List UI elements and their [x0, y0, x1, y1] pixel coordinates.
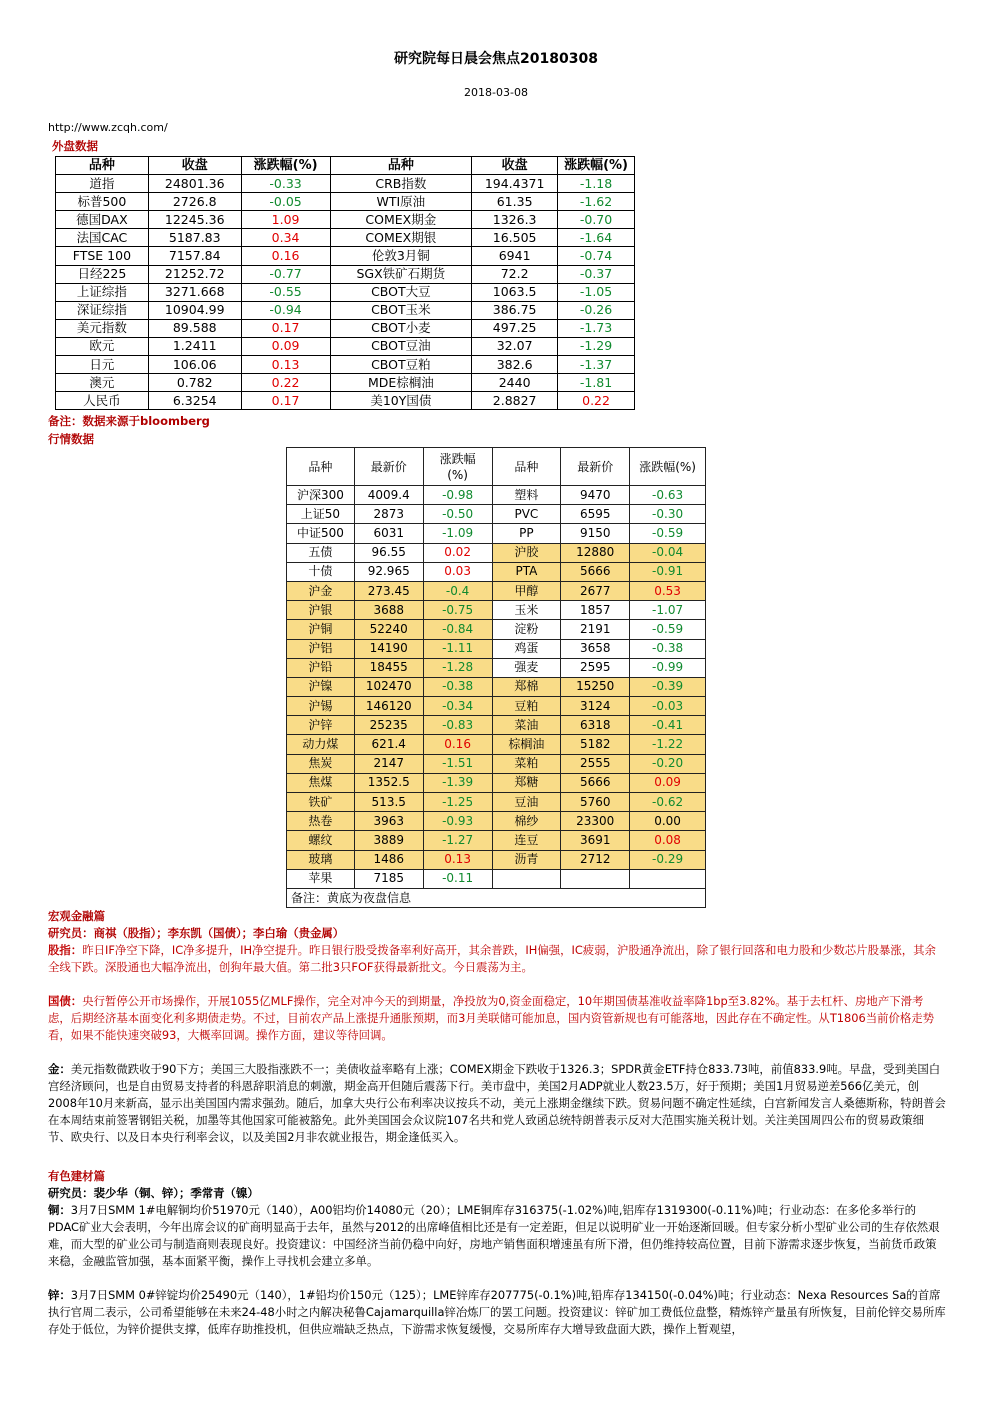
instrument-name: 郑棉 [492, 677, 561, 696]
instrument-name: 豆粕 [492, 697, 561, 716]
change-percent: -0.26 [558, 301, 635, 319]
table-row [287, 735, 706, 754]
close-value: 7157.84 [148, 247, 241, 265]
instrument-name: 澳元 [56, 374, 149, 392]
table-row [56, 283, 635, 301]
change-percent: -1.27 [423, 831, 492, 850]
website-link[interactable]: http://www.zcqh.com/ [48, 121, 168, 134]
change-percent: -1.11 [423, 639, 492, 658]
instrument-name: CBOT豆粕 [330, 356, 472, 374]
change-percent: -0.39 [630, 677, 706, 696]
change-percent: -1.07 [630, 601, 706, 620]
instrument-name: 塑料 [492, 486, 561, 505]
researchers: 研究员：商祺（股指）；李东凯（国债）；李白瑜（贵金属） [48, 926, 345, 940]
change-percent: -0.03 [630, 697, 706, 716]
change-percent: -1.22 [630, 735, 706, 754]
instrument-name: 日元 [56, 356, 149, 374]
instrument-name: MDE棕榈油 [330, 374, 472, 392]
latest-price: 5666 [561, 773, 630, 792]
table-row [287, 812, 706, 831]
latest-price: 15250 [561, 677, 630, 696]
change-percent: 0.02 [423, 543, 492, 562]
latest-price: 2677 [561, 581, 630, 600]
col-header: 涨跌幅(%) [630, 448, 706, 486]
close-value: 21252.72 [148, 265, 241, 283]
change-percent: -1.25 [423, 793, 492, 812]
change-percent: -1.62 [558, 193, 635, 211]
latest-price: 1857 [561, 601, 630, 620]
close-value: 1063.5 [472, 283, 558, 301]
instrument-name: 动力煤 [287, 735, 355, 754]
change-percent: -1.73 [558, 319, 635, 337]
latest-price: 5182 [561, 735, 630, 754]
instrument-name: 菜油 [492, 716, 561, 735]
change-percent: -1.09 [423, 524, 492, 543]
instrument-name: 上证综指 [56, 283, 149, 301]
latest-price: 9470 [561, 486, 630, 505]
table-row [287, 601, 706, 620]
paragraph-stock: 股指：昨日IF净空下降，IC净多提升，IH净空提升。昨日银行股受拨备率利好高开，其余普跌，IH偏强，IC疲弱，沪股通净流出，除了银行回落和电力股和少数芯片股暴涨，其余全线下跌。深股通也大幅净流出，创狗年最大值。第二批3只FOF获得最新批文。今日震荡为主。 [48, 943, 936, 974]
instrument-name: 焦煤 [287, 773, 355, 792]
latest-price: 1486 [354, 850, 423, 869]
latest-price: 4009.4 [354, 486, 423, 505]
paragraph-label: 股指： [48, 943, 83, 957]
change-percent: 0.03 [423, 562, 492, 581]
close-value: 24801.36 [148, 175, 241, 193]
instrument-name: 连豆 [492, 831, 561, 850]
table-row [56, 301, 635, 319]
col-header: 涨跌幅(%) [423, 448, 492, 486]
latest-price: 96.55 [354, 543, 423, 562]
instrument-name: PTA [492, 562, 561, 581]
instrument-name: 沪锡 [287, 697, 355, 716]
change-percent: 1.09 [241, 211, 330, 229]
change-percent: -1.18 [558, 175, 635, 193]
latest-price: 513.5 [354, 793, 423, 812]
close-value: 3271.668 [148, 283, 241, 301]
instrument-name: CRB指数 [330, 175, 472, 193]
change-percent: 0.13 [241, 356, 330, 374]
change-percent: -0.94 [241, 301, 330, 319]
close-value: 194.4371 [472, 175, 558, 193]
latest-price: 25235 [354, 716, 423, 735]
close-value: 10904.99 [148, 301, 241, 319]
latest-price: 5666 [561, 562, 630, 581]
change-percent: -0.74 [558, 247, 635, 265]
col-header: 收盘 [472, 157, 558, 175]
paragraph-label: 锌： [48, 1288, 71, 1302]
latest-price: 18455 [354, 658, 423, 677]
instrument-name: COMEX期银 [330, 229, 472, 247]
change-percent: -0.77 [241, 265, 330, 283]
latest-price: 52240 [354, 620, 423, 639]
close-value: 72.2 [472, 265, 558, 283]
instrument-name: 鸡蛋 [492, 639, 561, 658]
instrument-name: 螺纹 [287, 831, 355, 850]
market-header-row [287, 448, 706, 486]
latest-price: 2712 [561, 850, 630, 869]
instrument-name: 沪铅 [287, 658, 355, 677]
instrument-name: WTI原油 [330, 193, 472, 211]
instrument-name: 郑糖 [492, 773, 561, 792]
table-row [287, 754, 706, 773]
close-value: 89.588 [148, 319, 241, 337]
change-percent: -0.91 [630, 562, 706, 581]
close-value: 386.75 [472, 301, 558, 319]
change-percent: -1.64 [558, 229, 635, 247]
latest-price: 14190 [354, 639, 423, 658]
change-percent: -0.34 [423, 697, 492, 716]
change-percent: 0.16 [241, 247, 330, 265]
close-value: 1.2411 [148, 337, 241, 355]
latest-price: 3124 [561, 697, 630, 716]
latest-price: 23300 [561, 812, 630, 831]
table-row [287, 793, 706, 812]
instrument-name: 上证50 [287, 505, 355, 524]
latest-price: 92.965 [354, 562, 423, 581]
latest-price: 273.45 [354, 581, 423, 600]
instrument-name: 玉米 [492, 601, 561, 620]
researchers: 研究员：裴少华（铜、锌）；季常青（镍） [48, 1186, 259, 1200]
report-date: 2018-03-08 [464, 86, 528, 99]
instrument-name: 欧元 [56, 337, 149, 355]
change-percent: -0.84 [423, 620, 492, 639]
change-percent: -1.37 [558, 356, 635, 374]
market-table [286, 447, 706, 908]
market-note-row [287, 888, 706, 907]
latest-price: 3658 [561, 639, 630, 658]
latest-price: 146120 [354, 697, 423, 716]
instrument-name: 苹果 [287, 869, 355, 888]
table-row [287, 620, 706, 639]
change-percent: -0.59 [630, 620, 706, 639]
instrument-name: 沪胶 [492, 543, 561, 562]
change-percent: 0.34 [241, 229, 330, 247]
table-row [287, 697, 706, 716]
change-percent: 0.09 [241, 337, 330, 355]
change-percent: -1.05 [558, 283, 635, 301]
latest-price: 12880 [561, 543, 630, 562]
change-percent: -0.99 [630, 658, 706, 677]
close-value: 2726.8 [148, 193, 241, 211]
instrument-name: 沪铝 [287, 639, 355, 658]
instrument-name: 沥青 [492, 850, 561, 869]
latest-price: 2555 [561, 754, 630, 773]
instrument-name: 标普500 [56, 193, 149, 211]
table-row [287, 543, 706, 562]
latest-price: 1352.5 [354, 773, 423, 792]
instrument-name: 沪银 [287, 601, 355, 620]
change-percent: -0.62 [630, 793, 706, 812]
table-row [287, 716, 706, 735]
table-row [287, 850, 706, 869]
instrument-name: 棕榈油 [492, 735, 561, 754]
col-header: 品种 [56, 157, 149, 175]
paragraph-copper: 铜：3月7日SMM 1#电解铜均价51970元（140），A00铝均价14080元（20）；LME铜库存316375(-1.02%)吨,铝库存1319300(-0.11%)吨；行业动态：在多伦多举行的PDAC矿业大会表明，今年出席会议的矿商明显高于去年，虽然与2012的出席峰值相比还是有一定差距，但足以说明矿业一开始逐渐回暖。但专家分析小型矿业公司的生存依然艰难，而大型的矿业公司与制造商则表现良好。投资建议：中国经济当前仍稳中向好，房地产销售面积增速虽有所下滑，但仍维持较高位置，目前下游需求逐步恢复，当前货币政策来稳，金融监管加强，基本面紧平衡，操作上寻找机会建立多单。 [48, 1203, 940, 1268]
instrument-name: 玻璃 [287, 850, 355, 869]
instrument-name: 美10Y国债 [330, 392, 472, 410]
change-percent [630, 869, 706, 888]
latest-price: 3691 [561, 831, 630, 850]
table-row [56, 265, 635, 283]
col-header: 最新价 [561, 448, 630, 486]
instrument-name: 道指 [56, 175, 149, 193]
col-header: 品种 [287, 448, 355, 486]
table-row [56, 247, 635, 265]
change-percent: -1.28 [423, 658, 492, 677]
latest-price: 6595 [561, 505, 630, 524]
paragraph-label: 铜： [48, 1203, 71, 1217]
close-value: 6.3254 [148, 392, 241, 410]
change-percent: -0.05 [241, 193, 330, 211]
instrument-name: 深证综指 [56, 301, 149, 319]
paragraph-bond: 国债：央行暂停公开市场操作，开展1055亿MLF操作，完全对冲今天的到期量，净投放为0,资金面稳定，10年期国债基准收益率降1bp至3.82%。基于去杠杆、房地产下滑考虑，后期经济基本面变化利多期债走势。不过，目前农产品上涨提升通胀预期，而3月美联储可能加息，国内资管新规也有可能落地，因此存在不确定性。从T1806当前价格走势看，如果不能快速突破93，大概率回调。操作方面，建议等待回调。 [48, 994, 935, 1042]
overseas-label: 外盘数据 [52, 139, 98, 153]
change-percent: -0.55 [241, 283, 330, 301]
close-value: 16.505 [472, 229, 558, 247]
instrument-name: 人民币 [56, 392, 149, 410]
change-percent: 0.08 [630, 831, 706, 850]
latest-price: 3889 [354, 831, 423, 850]
table-row [287, 581, 706, 600]
close-value: 382.6 [472, 356, 558, 374]
change-percent: -0.83 [423, 716, 492, 735]
latest-price: 3688 [354, 601, 423, 620]
change-percent: 0.17 [241, 319, 330, 337]
instrument-name: PVC [492, 505, 561, 524]
latest-price: 3963 [354, 812, 423, 831]
table-row [56, 356, 635, 374]
change-percent: -1.39 [423, 773, 492, 792]
table-row [56, 392, 635, 410]
close-value: 497.25 [472, 319, 558, 337]
paragraph-zinc: 锌：3月7日SMM 0#锌锭均价25490元（140），1#铅均价150元（125）；LME锌库存207775(-0.1%)吨,铅库存134150(-0.04%)吨；行业动态：Nexa Resources Sa的首席执行官周二表示，公司希望能够在未来24-48小时之内解决秘鲁Cajamarquilla锌冶炼厂的罢工问题。投资建议：锌矿加工费低位盘整，精炼锌产量虽有所恢复，目前伦锌交易所库存处于低位，为锌价提供支撑，低库存助推投机，但供应端缺乏热点，下游需求恢复缓慢，交易所库存大增导致盘面大跌，操作上暂观望， [48, 1288, 946, 1336]
table-row [56, 175, 635, 193]
col-header: 收盘 [148, 157, 241, 175]
change-percent: 0.09 [630, 773, 706, 792]
latest-price [561, 869, 630, 888]
change-percent: 0.22 [558, 392, 635, 410]
table-row [287, 505, 706, 524]
table-row [287, 677, 706, 696]
change-percent: -1.51 [423, 754, 492, 773]
col-header: 品种 [492, 448, 561, 486]
change-percent: 0.22 [241, 374, 330, 392]
close-value: 1326.3 [472, 211, 558, 229]
close-value: 32.07 [472, 337, 558, 355]
latest-price: 5760 [561, 793, 630, 812]
col-header: 涨跌幅(%) [241, 157, 330, 175]
change-percent: 0.17 [241, 392, 330, 410]
table-row [56, 229, 635, 247]
latest-price: 2595 [561, 658, 630, 677]
instrument-name: 淀粉 [492, 620, 561, 639]
latest-price: 6318 [561, 716, 630, 735]
instrument-name: 沪镍 [287, 677, 355, 696]
table-row [287, 869, 706, 888]
change-percent: -0.37 [558, 265, 635, 283]
close-value: 2440 [472, 374, 558, 392]
change-percent: -1.81 [558, 374, 635, 392]
change-percent: -0.41 [630, 716, 706, 735]
instrument-name [492, 869, 561, 888]
macro-section [48, 908, 946, 1146]
close-value: 61.35 [472, 193, 558, 211]
instrument-name: 沪金 [287, 581, 355, 600]
instrument-name: 菜粕 [492, 754, 561, 773]
change-percent: -0.63 [630, 486, 706, 505]
change-percent: -0.50 [423, 505, 492, 524]
col-header: 最新价 [354, 448, 423, 486]
table-row [56, 374, 635, 392]
latest-price: 621.4 [354, 735, 423, 754]
instrument-name: CBOT豆油 [330, 337, 472, 355]
table-row [56, 211, 635, 229]
instrument-name: 沪铜 [287, 620, 355, 639]
instrument-name: 焦炭 [287, 754, 355, 773]
change-percent: -0.38 [423, 677, 492, 696]
close-value: 6941 [472, 247, 558, 265]
col-header: 品种 [330, 157, 472, 175]
paragraph-label: 金： [48, 1062, 71, 1076]
change-percent: -0.29 [630, 850, 706, 869]
table-row [287, 524, 706, 543]
instrument-name: 日经225 [56, 265, 149, 283]
instrument-name: 棉纱 [492, 812, 561, 831]
table-row [287, 773, 706, 792]
change-percent: -0.4 [423, 581, 492, 600]
table-row [56, 193, 635, 211]
change-percent: 0.00 [630, 812, 706, 831]
instrument-name: SGX铁矿石期货 [330, 265, 472, 283]
close-value: 2.8827 [472, 392, 558, 410]
instrument-name: 德国DAX [56, 211, 149, 229]
paragraph-label: 国债： [48, 994, 83, 1008]
change-percent: -0.70 [558, 211, 635, 229]
instrument-name: PP [492, 524, 561, 543]
change-percent: 0.16 [423, 735, 492, 754]
instrument-name: CBOT大豆 [330, 283, 472, 301]
table-row [287, 486, 706, 505]
change-percent: -0.93 [423, 812, 492, 831]
instrument-name: FTSE 100 [56, 247, 149, 265]
change-percent: -0.75 [423, 601, 492, 620]
change-percent: -0.30 [630, 505, 706, 524]
table-row [56, 319, 635, 337]
latest-price: 2147 [354, 754, 423, 773]
instrument-name: 法国CAC [56, 229, 149, 247]
market-label: 行情数据 [48, 432, 94, 446]
change-percent: 0.13 [423, 850, 492, 869]
latest-price: 9150 [561, 524, 630, 543]
data-source-note: 备注：数据来源于bloomberg [48, 414, 210, 428]
instrument-name: 热卷 [287, 812, 355, 831]
paragraph-gold: 金：美元指数微跌收于90下方；美国三大股指涨跌不一；美债收益率略有上涨；COMEX期金下跌收于1326.3；SPDR黄金ETF持仓833.73吨，前值833.9吨。早盘，受到美国白宫经济顾问，也是自由贸易支持者的科恩辞职消息的刺激，期金高开但随后震荡下行。美市盘中，美国2月ADP就业人数23.5万，好于预期；美国1月贸易逆差566亿美元，创2008年10月来新高，显示出美国国内需求强劲。随后，加拿大央行公布利率决议按兵不动，美元上涨期金继续下跌。贸易问题不确定性延续，白宫新闻发言人桑德斯称，特朗普会在本周结束前签署钢铝关税，加墨等其他国家可能被豁免。此外美国国会众议院107名共和党人致函总统特朗普表示反对大范围实施关税计划。关注美国周四公布的贸易政策细节、欧央行、以及日本央行利率会议，以及美国2月非农就业报告，期金逢低买入。 [48, 1062, 946, 1144]
table-row [287, 831, 706, 850]
metals-section [48, 1168, 946, 1338]
instrument-name: 美元指数 [56, 319, 149, 337]
table-row [56, 337, 635, 355]
table-row [287, 658, 706, 677]
instrument-name: 十债 [287, 562, 355, 581]
change-percent: -0.11 [423, 869, 492, 888]
change-percent: -0.33 [241, 175, 330, 193]
instrument-name: CBOT玉米 [330, 301, 472, 319]
instrument-name: 沪深300 [287, 486, 355, 505]
close-value: 5187.83 [148, 229, 241, 247]
instrument-name: CBOT小麦 [330, 319, 472, 337]
close-value: 0.782 [148, 374, 241, 392]
instrument-name: COMEX期金 [330, 211, 472, 229]
instrument-name: 强麦 [492, 658, 561, 677]
change-percent: -0.38 [630, 639, 706, 658]
instrument-name: 沪锌 [287, 716, 355, 735]
table-row [287, 562, 706, 581]
latest-price: 2191 [561, 620, 630, 639]
instrument-name: 豆油 [492, 793, 561, 812]
col-header: 涨跌幅(%) [558, 157, 635, 175]
close-value: 12245.36 [148, 211, 241, 229]
instrument-name: 中证500 [287, 524, 355, 543]
change-percent: -0.20 [630, 754, 706, 773]
latest-price: 102470 [354, 677, 423, 696]
latest-price: 2873 [354, 505, 423, 524]
latest-price: 6031 [354, 524, 423, 543]
table-row [287, 639, 706, 658]
close-value: 106.06 [148, 356, 241, 374]
section-title: 有色建材篇 [48, 1169, 105, 1183]
instrument-name: 铁矿 [287, 793, 355, 812]
change-percent: -1.29 [558, 337, 635, 355]
overseas-table [55, 156, 635, 410]
change-percent: 0.53 [630, 581, 706, 600]
change-percent: -0.98 [423, 486, 492, 505]
latest-price: 7185 [354, 869, 423, 888]
section-title: 宏观金融篇 [48, 909, 105, 923]
change-percent: -0.04 [630, 543, 706, 562]
night-session-note: 备注：黄底为夜盘信息 [287, 888, 706, 907]
instrument-name: 甲醇 [492, 581, 561, 600]
instrument-name: 五债 [287, 543, 355, 562]
instrument-name: 伦敦3月铜 [330, 247, 472, 265]
page-title: 研究院每日晨会焦点20180308 [394, 51, 598, 67]
overseas-header-row [56, 157, 635, 175]
change-percent: -0.59 [630, 524, 706, 543]
